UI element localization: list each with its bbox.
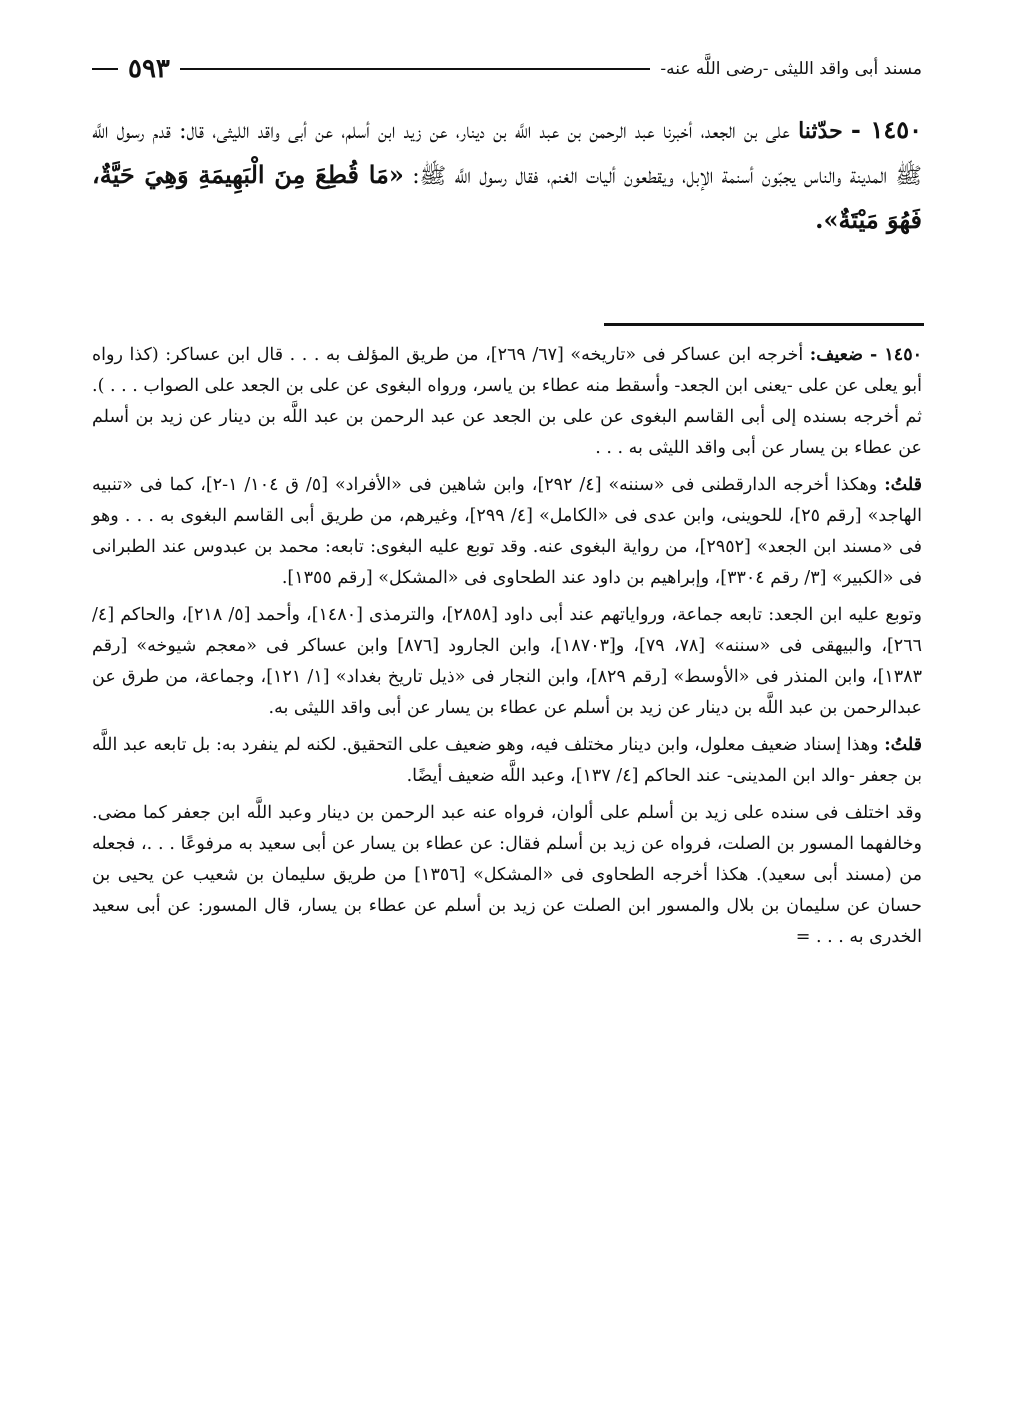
hadith-lead-word: حدّثنا	[798, 118, 843, 144]
footnote-paragraph	[92, 340, 922, 464]
header-rule	[180, 68, 650, 70]
hadith-text	[92, 108, 922, 243]
page-number: ٥٩٣	[128, 54, 170, 84]
hadith-body: على بن الجعد، أخبرنا عبد الرحمن بن عبد اللَّه بن دينار، عن زيد ابن أسلم، عن أبى واقد الليثى، قال: قدم رسول اللَّه ﷺ المدينة والناس يجبّون أسنمة الإبل، ويقطعون أليات الغنم، فقال رسول اللَّه ﷺ:	[92, 119, 922, 189]
footnote-paragraph	[92, 470, 922, 594]
footnote-label: قلتُ:	[884, 735, 922, 755]
header-end-dash	[92, 68, 118, 70]
footnote-text: وهذا إسناد ضعيف معلول، وابن دينار مختلف فيه، وهو ضعيف على التحقيق. لكنه لم ينفرد به: بل تابعه عبد اللَّه بن جعفر -والد ابن المدينى- عند الحاكم [٤/ ١٣٧]، وعبد اللَّه ضعيف أيضًا.	[92, 735, 922, 786]
hadith-number: ١٤٥٠ -	[850, 115, 922, 144]
footnote-label: قلتُ:	[884, 475, 922, 495]
footnote-paragraph	[92, 730, 922, 792]
footnote-paragraph	[92, 798, 922, 953]
footnote-text: أخرجه ابن عساكر فى «تاريخه» [٦٧/ ٢٦٩]، من طريق المؤلف به . . . قال ابن عساكر: (كذا رواه أبو يعلى عن على -يعنى ابن الجعد- وأسقط منه عطاء بن ياسر، ورواه البغوى عن على بن الجعد على الصواب . . . ). ثم أخرجه بسنده إلى أبى القاسم البغوى عن على بن الجعد عن عبد الرحمن بن عبد اللَّه بن دينار عن زيد بن أسلم عن عطاء بن يسار عن أبى واقد الليثى به . . .	[92, 345, 922, 458]
running-title: مسند أبى واقد الليثى -رضى اللَّه عنه-	[660, 59, 922, 79]
footnote-paragraph	[92, 600, 922, 724]
footnote-text: وهكذا أخرجه الدارقطنى فى «سننه» [٤/ ٢٩٢]، وابن شاهين فى «الأفراد» [٥/ ق ١٠٤/ ١-٢]، كما فى «تنبيه الهاجد» [رقم ٢٥]، للحوينى، وابن عدى فى «الكامل» [٤/ ٢٩٩]، وغيرهم، من طريق أبى القاسم البغوى به . . . وهو فى «مسند ابن الجعد» [٢٩٥٢]، من رواية البغوى عنه. وقد توبع عليه البغوى: تابعه: محمد بن عبدوس عند الطبرانى فى «الكبير» [٣/ رقم ٣٣٠٤]، وإبراهيم بن داود عند الطحاوى فى «المشكل» [رقم ١٣٥٥].	[92, 475, 922, 588]
footnote-text: وتوبع عليه ابن الجعد: تابعه جماعة، ورواياتهم عند أبى داود [٢٨٥٨]، والترمذى [١٤٨٠]، وأحمد [٥/ ٢١٨]، والحاكم [٤/ ٢٦٦]، والبيهقى فى «سننه» [٧٨، ٧٩]، و[١٨٧٠٣]، وابن الجارود [٨٧٦] وابن عساكر فى «معجم شيوخه» [رقم ١٣٨٣]، وابن المنذر فى «الأوسط» [رقم ٨٢٩]، وابن النجار فى «ذيل تاريخ بغداد» [١/ ١٢١]، وجماعة، من طرق عن عبدالرحمن بن عبد اللَّه بن دينار عن زيد بن أسلم عن عطاء بن يسار عن أبى واقد الليثى به.	[92, 605, 923, 718]
page-header	[92, 52, 922, 86]
footnote-text: وقد اختلف فى سنده على زيد بن أسلم على ألوان، فرواه عنه عبد الرحمن بن دينار وعبد اللَّه ابن جعفر كما مضى. وخالفهما المسور بن الصلت، فرواه عن زيد بن أسلم فقال: عن عطاء بن يسار عن أبى سعيد به مرفوعًا . . .، فجعله من (مسند أبى سعيد). هكذا أخرجه الطحاوى فى «المشكل» [١٣٥٦] من طريق سليمان بن شعيب عن يحيى بن حسان عن سليمان بن بلال والمسور ابن الصلت عن زيد بن أسلم عن عطاء بن يسار، قال المسور: عن أبى سعيد الخدرى به . . . =	[92, 803, 923, 947]
footnote-separator	[604, 323, 924, 326]
footnotes	[92, 340, 922, 959]
hadith-quote: «مَا قُطِعَ مِنَ الْبَهِيمَةِ وَهِيَ حَيَّةٌ، فَهُوَ مَيْتَةٌ».	[92, 160, 922, 234]
footnote-ref: ١٤٥٠ - ضعيف:	[809, 345, 922, 365]
